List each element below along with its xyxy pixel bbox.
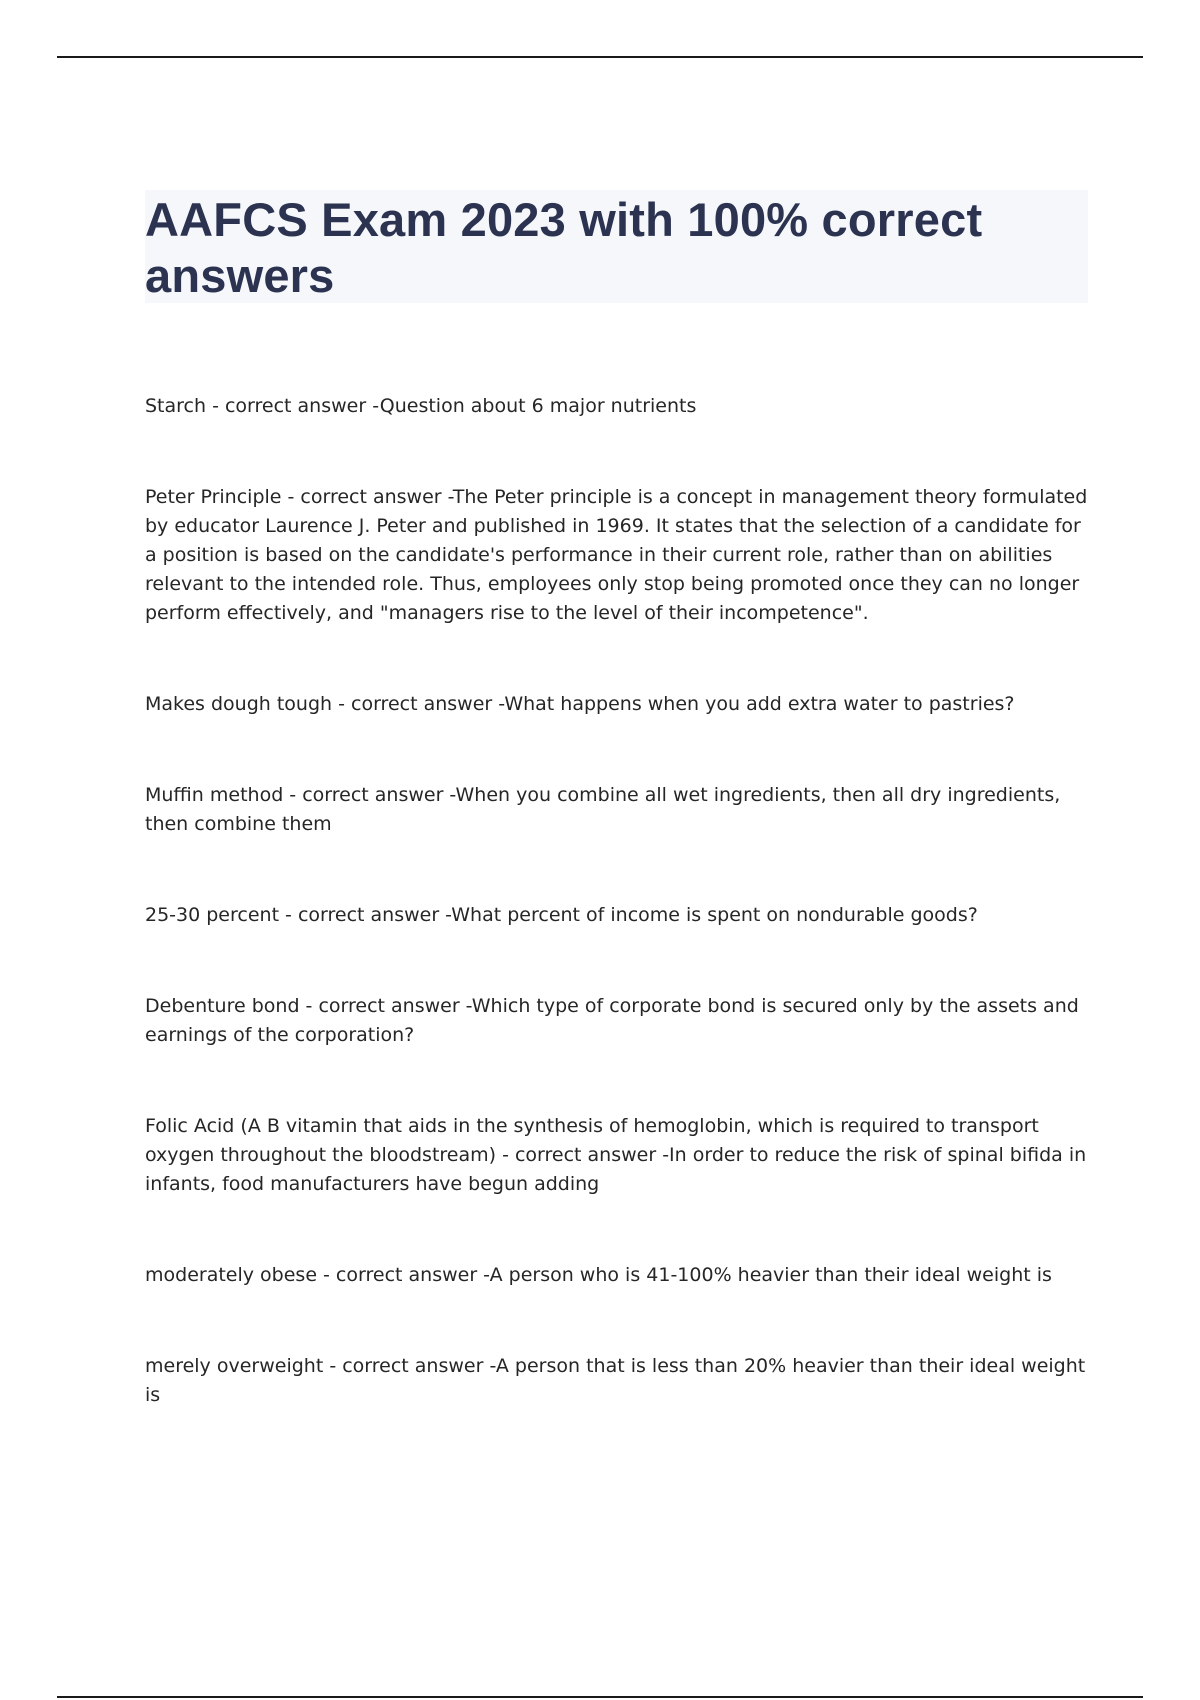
qa-entry: Muffin method - correct answer -When you combine all wet ingredients, then all dry ingredients, then combine them bbox=[145, 784, 1061, 835]
qa-entry: Starch - correct answer -Question about 6 major nutrients bbox=[145, 395, 697, 417]
qa-entry: merely overweight - correct answer -A person that is less than 20% heavier than their ideal weight is bbox=[145, 1355, 1086, 1406]
qa-list bbox=[145, 392, 1090, 1410]
bottom-rule bbox=[57, 1696, 1143, 1698]
qa-entry: 25-30 percent - correct answer -What percent of income is spent on nondurable goods? bbox=[145, 904, 978, 926]
qa-entry: Makes dough tough - correct answer -What happens when you add extra water to pastries? bbox=[145, 693, 1015, 715]
qa-entry: Peter Principle - correct answer -The Peter principle is a concept in management theory formulated by educator Laurence J. Peter and published in 1969. It states that the selection of a candidate for a position is based on the candidate's performance in their current role, rather than on abilities relevant to the intended role. Thus, employees only stop being promoted once they can no longer perform effectively, and "managers rise to the level of their incompetence". bbox=[145, 486, 1088, 624]
qa-entry: moderately obese - correct answer -A person who is 41-100% heavier than their ideal weight is bbox=[145, 1264, 1052, 1286]
qa-entry: Debenture bond - correct answer -Which type of corporate bond is secured only by the assets and earnings of the corporation? bbox=[145, 995, 1079, 1046]
qa-entry: Folic Acid (A B vitamin that aids in the synthesis of hemoglobin, which is required to transport oxygen throughout the bloodstream) - correct answer -In order to reduce the risk of spinal bifida in infants, food manufacturers have begun adding bbox=[145, 1115, 1087, 1195]
top-rule bbox=[57, 56, 1143, 58]
page-title: AAFCS Exam 2023 with 100% correct answers bbox=[145, 193, 983, 302]
title-banner bbox=[145, 190, 1088, 303]
